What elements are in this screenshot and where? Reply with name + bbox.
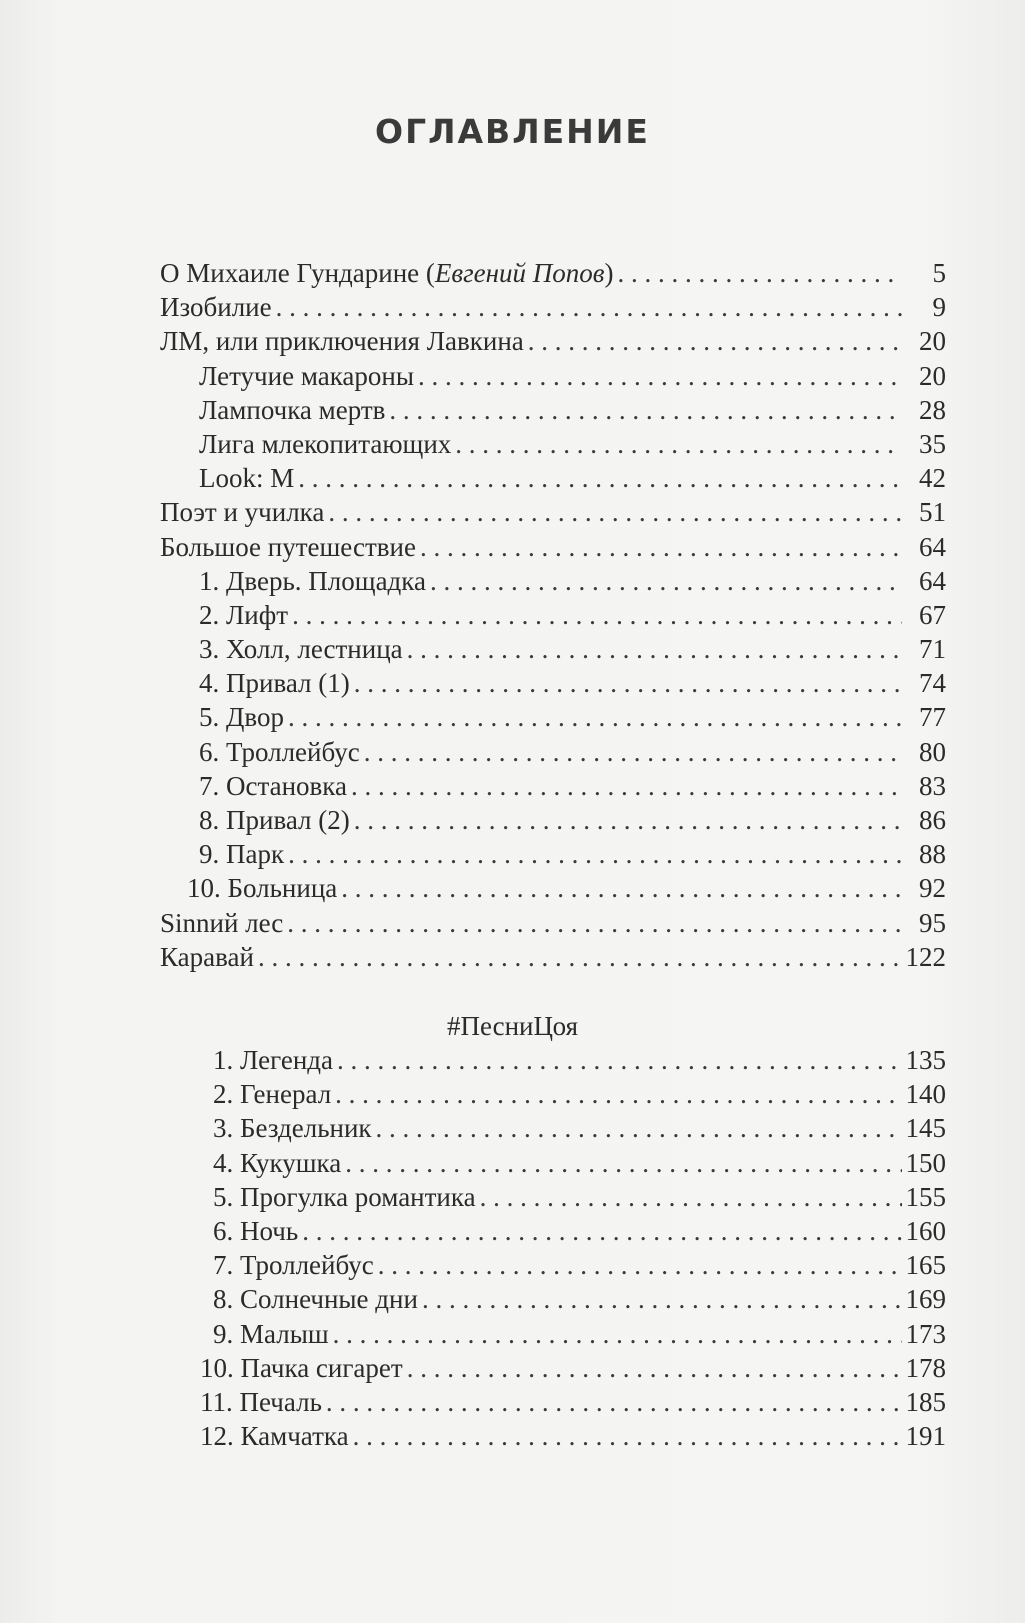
toc-subentry [160,1282,946,1316]
toc-page-number: 86 [919,805,946,835]
dot-leader [288,837,902,871]
dot-leader [288,700,902,734]
toc-subentry [160,1077,946,1111]
dot-leader [351,769,902,803]
toc-page-number: 5 [932,258,946,288]
dot-leader [480,1180,902,1214]
toc-entry-label: 10. Больница [187,873,338,904]
toc-entry [160,940,946,974]
toc-subentry [160,1043,946,1077]
dot-leader [617,256,902,290]
toc-entry-label: Летучие макароны [199,360,414,391]
toc-entry-label: 9. Малыш [213,1318,329,1349]
toc-subentry [160,1385,946,1419]
toc-entry-label: 4. Привал (1) [199,668,350,699]
toc-entry-label: 6. Троллейбус [199,736,360,767]
dot-leader [389,393,902,427]
toc-page-number: 191 [905,1421,946,1452]
dot-leader [354,803,902,837]
toc-page-number: 95 [919,907,946,938]
toc-entry-label: Каравай [160,941,254,972]
toc-entry-label: 6. Ночь [213,1215,299,1246]
toc-page-number: 178 [905,1352,946,1383]
toc-subentry [160,1419,946,1453]
dot-leader [364,735,902,769]
toc-subentry [160,393,946,427]
toc-entry [160,530,946,564]
toc-page-number: 173 [905,1318,946,1349]
toc-subentry [160,769,946,803]
toc-page-number: 9 [932,292,946,323]
toc-entry-label: 5. Прогулка романтика [213,1181,476,1212]
toc-page-number: 74 [919,668,946,699]
toc-subentry [160,803,946,837]
dot-leader [407,632,902,666]
toc-subentry [160,735,946,769]
toc-entry-label: 7. Троллейбус [213,1250,374,1281]
toc-entry-label: Изобилие [160,292,272,323]
toc-subentry [160,1180,946,1214]
toc-entry-label: О Михаиле Гундарине (Евгений Попов) [160,258,614,288]
toc-subentry [160,837,946,871]
toc-entry [160,495,946,529]
dot-leader [302,1214,901,1248]
dot-leader [430,564,902,598]
toc-page-number: 42 [919,463,946,494]
toc-entry-label: 5. Двор [199,702,284,733]
toc-page-number: 64 [919,565,946,596]
dot-leader [292,598,902,632]
dot-leader [354,666,902,700]
section-heading: #ПесниЦоя [446,1011,579,1041]
toc-page-number: 155 [905,1181,946,1212]
toc-page-number: 64 [919,531,946,562]
toc-page-number: 20 [919,326,946,357]
toc-subentry [160,461,946,495]
toc-page-number: 67 [919,599,946,630]
toc-entry-label: 10. Пачка сигарет [200,1352,403,1383]
toc-subentry [160,666,946,700]
toc-entry-label: 8. Солнечные дни [213,1284,418,1315]
toc-entry [160,256,946,290]
dot-leader [335,1077,901,1111]
toc-subentry [160,1111,946,1145]
toc-entry-label: 9. Парк [199,839,285,870]
toc-entry-label: Лампочка мертв [199,394,386,425]
toc-page-number: 51 [919,497,946,528]
dot-leader [333,1317,902,1351]
toc-page-number: 135 [905,1045,946,1075]
dot-leader [407,1351,902,1385]
toc-entry-label: Поэт и училка [160,497,325,528]
toc-entry-label: 8. Привал (2) [199,805,350,835]
toc-subentry [160,1248,946,1282]
toc-subentry [160,598,946,632]
toc-page-number: 150 [905,1147,946,1178]
dot-leader [420,530,902,564]
toc-page-number: 92 [919,873,946,904]
toc-subentry [160,1214,946,1248]
toc-entry-label: Sinnий лес [160,907,284,938]
toc-page-number: 122 [905,941,946,972]
toc-entry-label: 1. Легенда [213,1045,333,1075]
toc-entry-label: 11. Печаль [200,1386,322,1417]
toc-entry-label: 3. Холл, лестница [199,634,403,665]
dot-leader [258,940,902,974]
toc-subentry [160,632,946,666]
toc-entry-label: Большое путешествие [160,531,416,562]
toc-page-number: 160 [905,1215,946,1246]
toc-entry [160,290,946,324]
toc-entry [160,324,946,358]
toc-subentry [160,871,946,905]
dot-leader [353,1419,902,1453]
toc-entry-label: Лига млекопитающих [199,428,452,459]
toc-page-number: 165 [905,1250,946,1281]
dot-leader [455,427,902,461]
toc-entry [160,906,946,940]
toc-entry-label: 1. Дверь. Площадка [199,565,426,596]
toc-subentry [160,1351,946,1385]
toc-subentry [160,427,946,461]
section-contents [160,1043,946,1453]
toc-entry-label: 3. Бездельник [213,1113,372,1144]
toc-page-number: 140 [905,1079,946,1110]
dot-leader [418,359,902,393]
toc-page-number: 88 [919,839,946,870]
toc-page-number: 185 [905,1386,946,1417]
dot-leader [341,871,902,905]
dot-leader [528,324,902,358]
page-title: ОГЛАВЛЕНИЕ [375,112,650,151]
toc-page-number: 145 [905,1113,946,1144]
dot-leader [422,1282,902,1316]
dot-leader [378,1248,902,1282]
toc-subentry [160,1146,946,1180]
toc-page-number: 80 [919,736,946,767]
toc-entry-label: 12. Камчатка [200,1421,349,1452]
dot-leader [376,1111,902,1145]
toc-page-number: 71 [919,634,946,665]
toc-entry-label: 2. Лифт [199,599,289,630]
toc-subentry [160,359,946,393]
toc-page-number: 83 [919,770,946,801]
dot-leader [328,495,902,529]
toc-entry-label: Look: M [199,463,295,494]
toc-subentry [160,1317,946,1351]
dot-leader [287,906,902,940]
dot-leader [298,461,902,495]
toc-page-number: 28 [919,394,946,425]
toc-subentry [160,564,946,598]
toc-page-number: 77 [919,702,946,733]
toc-entry-label: 7. Остановка [199,770,347,801]
dot-leader [337,1043,902,1077]
dot-leader [276,290,902,324]
toc-page-number: 35 [919,428,946,459]
toc-subentry [160,700,946,734]
dot-leader [345,1146,901,1180]
toc-entry-label: 2. Генерал [213,1079,332,1110]
dot-leader [326,1385,902,1419]
toc-page-number: 169 [905,1284,946,1315]
table-of-contents [160,256,946,974]
toc-page-number: 20 [919,360,946,391]
toc-entry-label: 4. Кукушка [213,1147,342,1178]
toc-entry-label: ЛМ, или приключения Лавкина [160,326,524,357]
